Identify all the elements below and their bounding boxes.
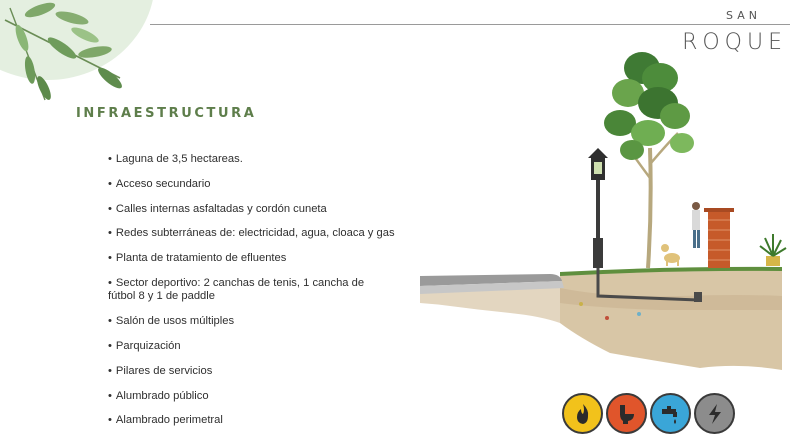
toilet-icon [606, 393, 647, 434]
brand-line-2: ROQUE [682, 30, 787, 55]
infrastructure-illustration [420, 48, 801, 388]
bullet: • [108, 315, 112, 328]
bullet: • [108, 389, 112, 402]
feature-item [108, 252, 428, 266]
feature-text: Alambrado perimetral [115, 414, 223, 427]
header-divider [150, 24, 790, 25]
feature-item [108, 315, 428, 329]
feature-text: Salón de usos múltiples [115, 315, 235, 328]
feature-text: Parquización [115, 340, 181, 353]
feature-item [108, 365, 428, 379]
bullet: • [108, 252, 112, 265]
feature-text: Calles internas asfaltadas y cordón cuneta [115, 202, 327, 215]
feature-text: Laguna de 3,5 hectareas. [115, 153, 243, 165]
feature-item [108, 203, 428, 217]
bullet: • [108, 364, 112, 377]
gas-flame-icon [562, 393, 603, 434]
bullet: • [108, 177, 112, 190]
feature-list [108, 153, 428, 439]
bullet: • [108, 414, 112, 427]
feature-text: Alumbrado público [115, 389, 209, 402]
service-icons [562, 393, 735, 434]
feature-text: Planta de tratamiento de efluentes [115, 252, 287, 265]
brand-line-1: SAN [726, 9, 761, 22]
feature-item [108, 178, 428, 192]
feature-item [108, 340, 428, 354]
feature-text: Pilares de servicios [115, 364, 213, 377]
leaf-branch-illustration [0, 0, 135, 110]
water-tap-icon [650, 393, 691, 434]
section-title: INFRAESTRUCTURA [76, 106, 257, 121]
bullet: • [108, 276, 112, 289]
feature-item [108, 277, 383, 304]
feature-text: Sector deportivo: 2 canchas de tenis, 1 cancha de fútbol 8 y 1 de paddle [108, 276, 365, 303]
feature-text: Acceso secundario [115, 177, 211, 190]
bullet: • [108, 340, 112, 353]
feature-item [108, 153, 428, 167]
feature-item [108, 227, 428, 241]
feature-item [108, 390, 428, 404]
electricity-bolt-icon [694, 393, 735, 434]
feature-text: Redes subterráneas de: electricidad, agua, cloaca y gas [115, 227, 395, 240]
bullet: • [108, 227, 112, 240]
bullet: • [108, 153, 112, 165]
bullet: • [108, 202, 112, 215]
feature-item [108, 414, 428, 428]
